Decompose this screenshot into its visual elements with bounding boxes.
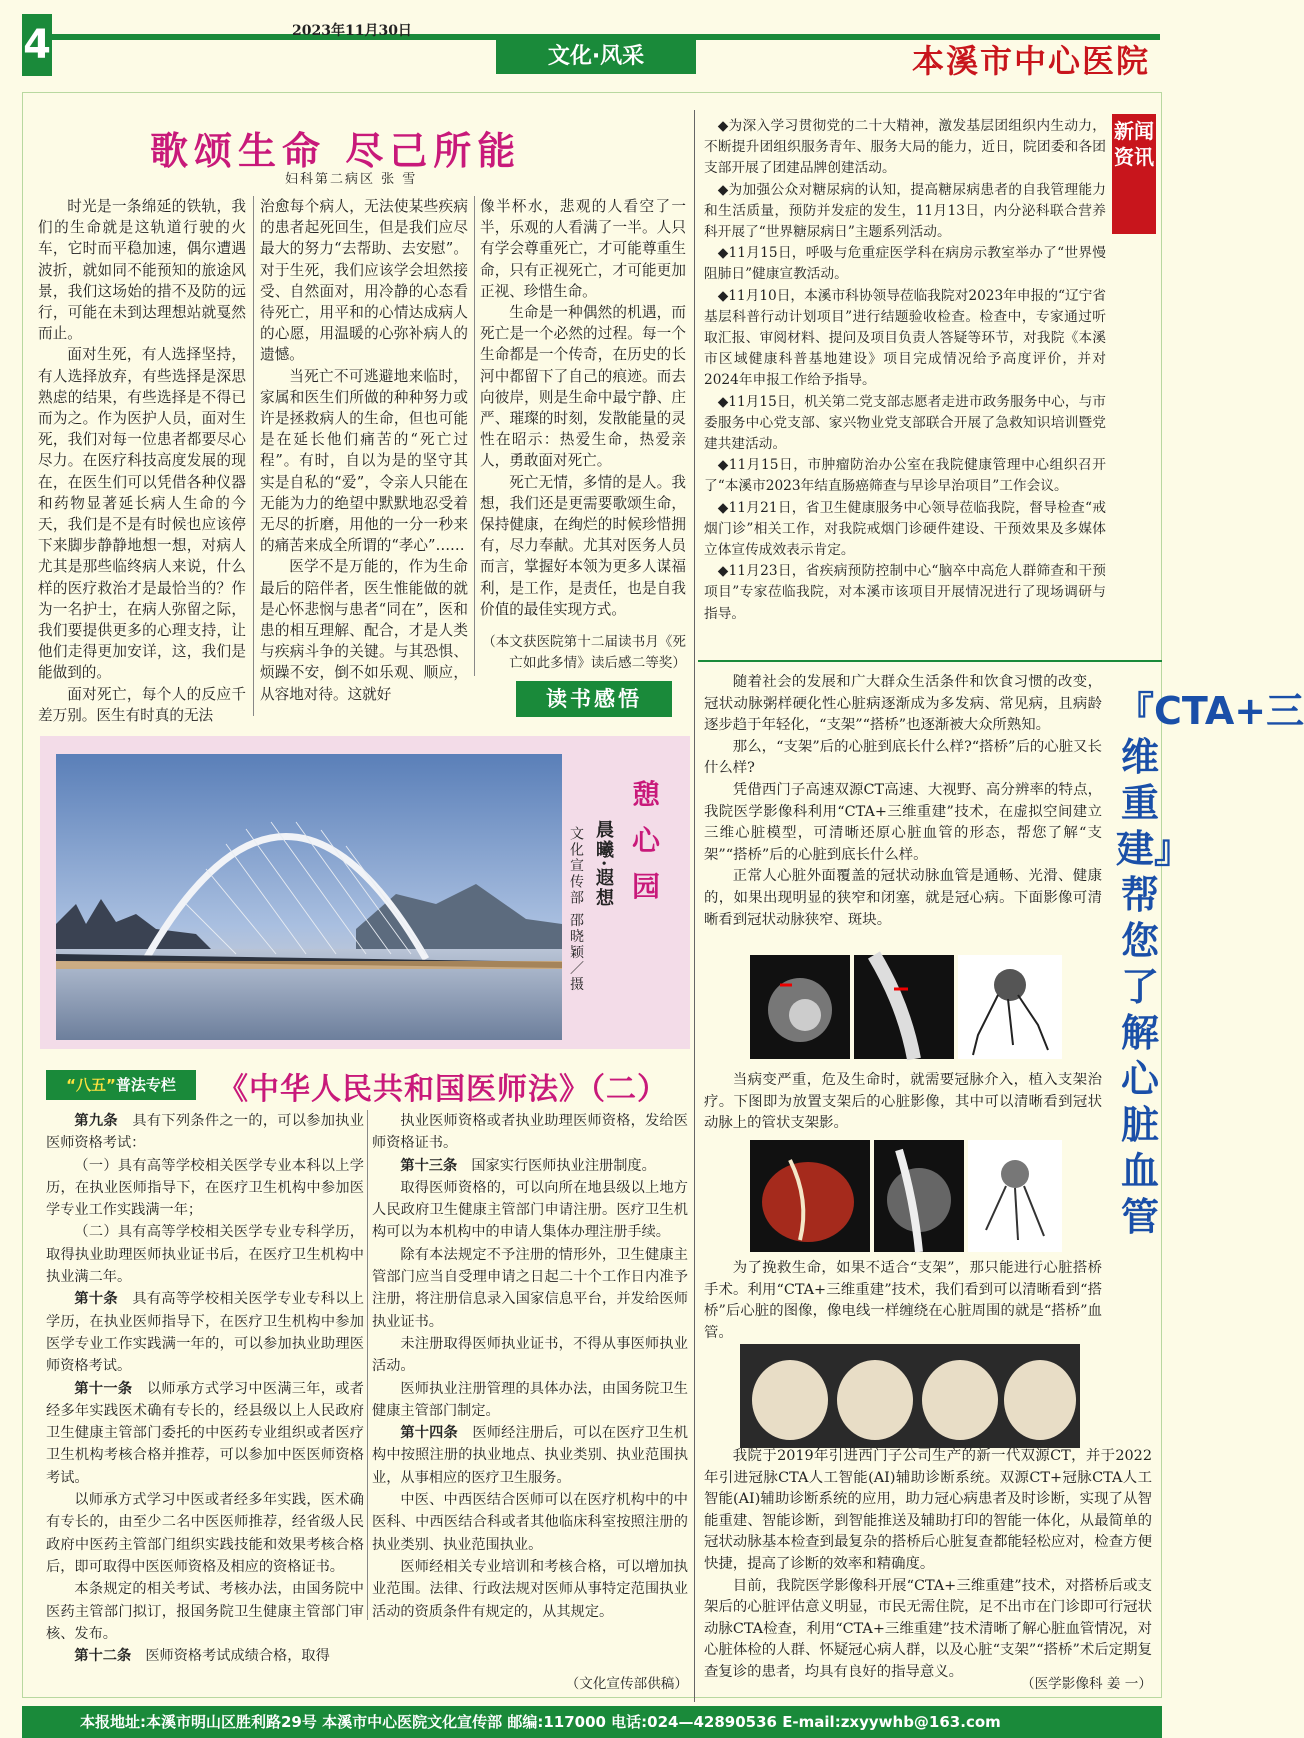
essay-column-3 <box>480 196 686 620</box>
angio-image-stent <box>968 1140 1062 1252</box>
law-column-left <box>46 1110 364 1667</box>
news-item: ◆为加强公众对糖尿病的认知，提高糖尿病患者的自我管理能力和生活质量，预防并发症的发生，11月13日，内分泌科联合营养科开展了“世界糖尿病日”主题系列活动。 <box>704 181 1106 241</box>
essay-byline: 妇科第二病区 张 雪 <box>285 172 418 187</box>
article-number: 第九条 <box>74 1113 118 1129</box>
essay-award-note: （本文获医院第十二届读书月《死亡如此多情》读后感二等奖） <box>482 634 686 671</box>
law-tag-text: 普法专栏 <box>115 1076 176 1094</box>
news-label: 新闻资讯 <box>1112 114 1156 234</box>
ct-image-stent <box>874 1140 964 1252</box>
law-article: （二）具有高等学校相关医学专业专科学历，取得执业助理医师执业证书后，在医疗卫生机构中执业满二年。 <box>46 1224 364 1286</box>
essay-paragraph: 当死亡不可逃避地来临时，家属和医生们所做的种种努力或许是拯救病人的生命，但也可能是在延长他们痛苦的“死亡过程”。有时，自以为是的坚守其实是自私的“爱”，令亲人只能在无能为力的绝望中默默地忍受着无尽的折磨，用他的一分一秒来的痛苦来成全所谓的“孝心”…… <box>260 367 468 555</box>
law-article: 本条规定的相关考试、考核办法，由国务院中医药主管部门拟订，报国务院卫生健康主管部门审核、发布。 <box>46 1581 364 1642</box>
law-article: 医师经相关专业培训和考核合格，可以增加执业范围。法律、行政法规对医师从事特定范围执业活动的资质条件有规定的，从其规定。 <box>372 1558 688 1620</box>
law-article: 第十三条 国家实行医师执业注册制度。 <box>400 1157 656 1174</box>
column-rule <box>253 196 254 716</box>
column-rule <box>474 196 475 676</box>
cta-bypass-paragraph: 为了挽救生命，如果不适合“支架”，那只能进行心脏搭桥手术。利用“CTA+三维重建”技术，我们看到可以清晰看到“搭桥”后心脏的图像，像电线一样缠绕在心脏周围的就是“搭桥”血管。 <box>704 1260 1102 1341</box>
law-article: 第十条 具有高等学校相关医学专业专科以上学历，在执业医师指导下，在医疗卫生机构中参加医学专业工作实践满一年的，可以参加执业助理医师资格考试。 <box>46 1291 364 1375</box>
law-title: 《中华人民共和国医师法》（二） <box>218 1072 668 1107</box>
law-article: 第十一条 以师承方式学习中医满三年，或者经多年实践医术确有专长的，经县级以上人民政府卫生健康主管部门委托的中医药专业组织或者医疗卫生机构考核合格并推荐，可以参加中医医师资格考试。 <box>46 1380 364 1486</box>
article-number: 第十一条 <box>74 1380 133 1397</box>
law-article: 取得医师资格的，可以向所在地县级以上地方人民政府卫生健康主管部门申请注册。医疗卫生机构可以为本机构中的申请人集体办理注册手续。 <box>372 1179 688 1241</box>
essay-paragraph: 面对生死，有人选择坚持，有人选择放弃，有些选择是深思熟虑的结果，有些选择是不得已而为之。作为医护人员，面对生死，我们对每一位患者都要尽心尽力。在医疗科技高度发展的现在，在医生们可以凭借各种仪器和药物显著延长病人生命的今天，我们是不是有时候也应该停下来脚步静静地想一想，对病人尤其是那些临终病人来说，什么样的医疗救治才是最恰当的？作为一名护士，在病人弥留之际，我们要提供更多的心理支持，让他们走得更加安详，这，我们是能做到的。 <box>38 346 246 682</box>
3d-heart-bypass <box>740 1344 1080 1448</box>
law-source-note: （文化宣传部供稿） <box>565 1676 688 1692</box>
news-list <box>704 116 1106 625</box>
essay-column-2 <box>260 196 468 705</box>
law-article: 第十二条 医师资格考试成绩合格，取得 <box>74 1648 330 1665</box>
article-number: 第十二条 <box>74 1648 132 1665</box>
essay-paragraph: 死亡无情，多情的是人。我想，我们还是更需要歌颂生命，保持健康，在绚烂的时候珍惜拥有，尽力奉献。尤其对医务人员而言，掌握好本领为更多人谋福利，是工作，是责任，也是自我价值的最佳实现方式。 <box>480 473 686 618</box>
ct-image-stenosis-2 <box>854 955 954 1059</box>
news-bottom-rule <box>698 660 1162 662</box>
essay-paragraph: 生命是一种偶然的机遇，而死亡是一个必然的过程。每一个生命都是一个传奇，在历史的长河中都留下了自己的痕迹。而去向彼岸，则是生命中最宁静、庄严、璀璨的时刻，发散能量的灵性在昭示：热爱生命，热爱亲人，勇敢面对死亡。 <box>480 304 686 470</box>
column-rule <box>367 1110 368 1620</box>
essay-paragraph: 医学不是万能的，作为生命最后的陪伴者，医生惟能做的就是心怀悲悯与患者“同在”，医和患的相互理解、配合，才是人类与疾病斗争的关键。与其恐惧、烦躁不安，倒不如乐观、顺应，从容地对待。这就好 <box>260 558 468 703</box>
law-article: （一）具有高等学校相关医学专业本科以上学历，在执业医师指导下，在医疗卫生机构中参加医学专业工作实践满一年； <box>46 1157 364 1219</box>
news-item: ◆为深入学习贯彻党的二十大精神，激发基层团组织内生动力，不断提升团组织服务青年、服务大局的能力，近日，院团委和各团支部开展了团建品牌创建活动。 <box>704 118 1106 177</box>
footer-contact <box>22 1706 1162 1738</box>
essay-paragraph: 像半杯水，悲观的人看空了一半，乐观的人看满了一半。人只有学会尊重死亡，才可能尊重生命，只有正视死亡，才可能更加正视、珍惜生命。 <box>480 198 686 300</box>
article-number: 第十条 <box>74 1291 118 1308</box>
cta-paragraph: 正常人心脏外面覆盖的冠状动脉血管是通畅、光滑、健康的，如果出现明显的狭窄和闭塞，就是冠心病。下面影像可清晰看到冠状动脉狭窄、斑块。 <box>704 868 1102 928</box>
3d-heart-stent <box>750 1140 870 1252</box>
section-title: 文化·风采 <box>496 40 696 74</box>
feature-subtitle: 晨曦·遐想 <box>593 820 614 909</box>
hospital-masthead: 本溪市中心医院 <box>912 42 1151 80</box>
essay-paragraph: 时光是一条绵延的铁轨，我们的生命就是这轨道行驶的火车，它时而平稳加速，偶尔遭遇波折，就如同不能预知的旅途风景，我们这场始的措不及防的远行，可能在未到达理想站就戛然而止。 <box>38 198 246 343</box>
law-tag-highlight: “八五” <box>66 1076 116 1094</box>
law-article: 医师执业注册管理的具体办法，由国务院卫生健康主管部门制定。 <box>372 1380 688 1419</box>
ct-image-stenosis-1 <box>750 955 850 1059</box>
essay-title: 歌颂生命 尽己所能 <box>150 129 522 173</box>
cta-paragraph: 那么，“支架”后的心脏到底长什么样?“搭桥”后的心脏又长什么样? <box>704 738 1102 777</box>
cta-paragraph: 凭借西门子高速双源CT高速、大视野、高分辨率的特点，我院医学影像科利用“CTA+三维重建”技术，在虚拟空间建立三维心脏模型，可清晰还原心脏血管的形态，帮您了解“支架”“搭桥”后的心脏到底长什么样。 <box>704 781 1102 863</box>
news-item: ◆11月15日，市肿瘤防治办公室在我院健康管理中心组织召开了“本溪市2023年结直肠癌筛查与早诊早治项目”工作会议。 <box>704 457 1106 495</box>
column-divider <box>694 110 695 1702</box>
feature-title: 憩心园 <box>631 778 660 903</box>
cta-paragraph: 目前，我院医学影像科开展“CTA+三维重建”技术，对搭桥后或支架后的心脏评估意义明显，市民无需住院，足不出市在门诊即可行冠状动脉CTA检查，利用“CTA+三维重建”技术清晰了解心脏血管情况，对心脏体检的人群、怀疑冠心病人群，以及心脏“支架”“搭桥”术后定期复查复诊的患者，均具有良好的指导意义。 <box>704 1577 1152 1680</box>
news-item: ◆11月23日，省疾病预防控制中心“脑卒中高危人群筛查和干预项目”专家莅临我院，对本溪市该项目开展情况进行了现场调研与指导。 <box>704 563 1106 622</box>
law-column-tag <box>46 1070 196 1100</box>
essay-column-1 <box>38 196 246 726</box>
law-article: 第九条 具有下列条件之一的，可以参加执业医师资格考试： <box>46 1113 364 1152</box>
news-item: ◆11月21日，省卫生健康服务中心领导莅临我院，督导检查“戒烟门诊”相关工作，对我院戒烟门诊硬件建设、干预效果及多媒体立体宣传成效表示肯定。 <box>704 499 1106 559</box>
law-article: 除有本法规定不予注册的情形外，卫生健康主管部门应当自受理申请之日起二十个工作日内准予注册，将注册信息录入国家信息平台，并发给医师执业证书。 <box>372 1246 688 1330</box>
bridge-photo <box>56 754 562 1040</box>
news-item: ◆11月15日，呼吸与危重症医学科在病房示教室举办了“世界慢阻肺日”健康宣教活动。 <box>704 245 1106 283</box>
law-article: 中医、中西医结合医师可以在医疗机构中的中医科、中西医结合科或者其他临床科室按照注册的执业类别、执业范围执业。 <box>372 1492 688 1553</box>
article-number: 第十四条 <box>400 1425 458 1442</box>
article-number: 第十三条 <box>400 1157 458 1174</box>
page-number: 4 <box>22 14 52 76</box>
law-article: 第十四条 医师经注册后，可以在医疗卫生机构中按照注册的执业地点、执业类别、执业范围执业，从事相应的医疗卫生服务。 <box>372 1425 688 1486</box>
cta-intro <box>704 672 1102 931</box>
law-article: 未注册取得医师执业证书，不得从事医师执业活动。 <box>372 1335 688 1375</box>
law-article: 执业医师资格或者执业助理医师资格，发给医师资格证书。 <box>372 1113 688 1152</box>
cta-paragraph: 随着社会的发展和广大群众生活条件和饮食习惯的改变，冠状动脉粥样硬化性心脏病逐渐成为多发病、常见病，且病龄逐步趋于年轻化，“支架”“搭桥”也逐渐被大众所熟知。 <box>704 674 1102 734</box>
news-item: ◆11月15日，机关第二党支部志愿者走进市政务服务中心，与市委服务中心党支部、家兴物业党支部联合开展了急救知识培训暨党建共建活动。 <box>704 393 1106 453</box>
photo-credit: 文化宣传部 邵晓颖／摄 <box>568 826 584 993</box>
news-item: ◆11月10日，本溪市科协领导莅临我院对2023年申报的“辽宁省基层科普行动计划项目”进行结题验收检查。检查中，专家通过听取汇报、审阅材料、提问及项目负责人答疑等环节，对我院《本溪市区域健康科普基地建设》项目完成情况给予高度评价，并对2024年申报工作给予指导。 <box>704 287 1107 389</box>
cta-conclusion <box>704 1446 1152 1684</box>
issue-date: 2023年11月30日 <box>292 23 412 39</box>
law-article: 以师承方式学习中医或者经多年实践，医术确有专长的，由至少二名中医医师推荐，经省级人民政府中医药主管部门组织实践技能和效果考核合格后，即可取得中医医师资格及相应的资格证书。 <box>46 1492 364 1575</box>
reading-tag: 读书感悟 <box>516 681 672 717</box>
cta-author-note: （医学影像科 姜 一） <box>1021 1676 1152 1692</box>
cta-vertical-title: 『CTA+三维重建』帮您了解心脏血管 <box>1116 689 1304 1239</box>
footer-text: 本报地址:本溪市明山区胜利路29号 本溪市中心医院文化宣传部 邮编:117000 电话:024—42890536 E-mail:zxyywhb@163.com <box>80 1713 1001 1731</box>
ct-image-stenosis-3 <box>958 955 1062 1059</box>
cta-stent-paragraph: 当病变严重，危及生命时，就需要冠脉介入，植入支架治疗。下图即为放置支架后的心脏影像，其中可以清晰看到冠状动脉上的管状支架影。 <box>704 1072 1102 1132</box>
law-column-right <box>372 1110 688 1623</box>
essay-paragraph: 面对死亡，每个人的反应千差万别。医生有时真的无法 <box>38 685 246 724</box>
essay-paragraph: 治愈每个病人，无法使某些疾病的患者起死回生，但是我们应尽最大的努力“去帮助、去安慰”。对于生死，我们应该学会坦然接受、自然面对，用冷静的心态看待死亡，用平和的心情达成病人的心愿，用温暖的心弥补病人的遗憾。 <box>260 198 468 364</box>
cta-paragraph: 我院于2019年引进西门子公司生产的新一代双源CT，并于2022年引进冠脉CTA人工智能(AI)辅助诊断系统。双源CT+冠脉CTA人工智能(AI)辅助诊断系统的应用，助力冠心病患者及时诊断，实现了从智能重建、智能诊断，到智能推送及辅助打印的智能一体化，从最简单的冠状动脉基本检查到最复杂的搭桥后心脏复查都能轻松应对，检查方便快捷，提高了诊断的效率和精确度。 <box>704 1448 1152 1572</box>
